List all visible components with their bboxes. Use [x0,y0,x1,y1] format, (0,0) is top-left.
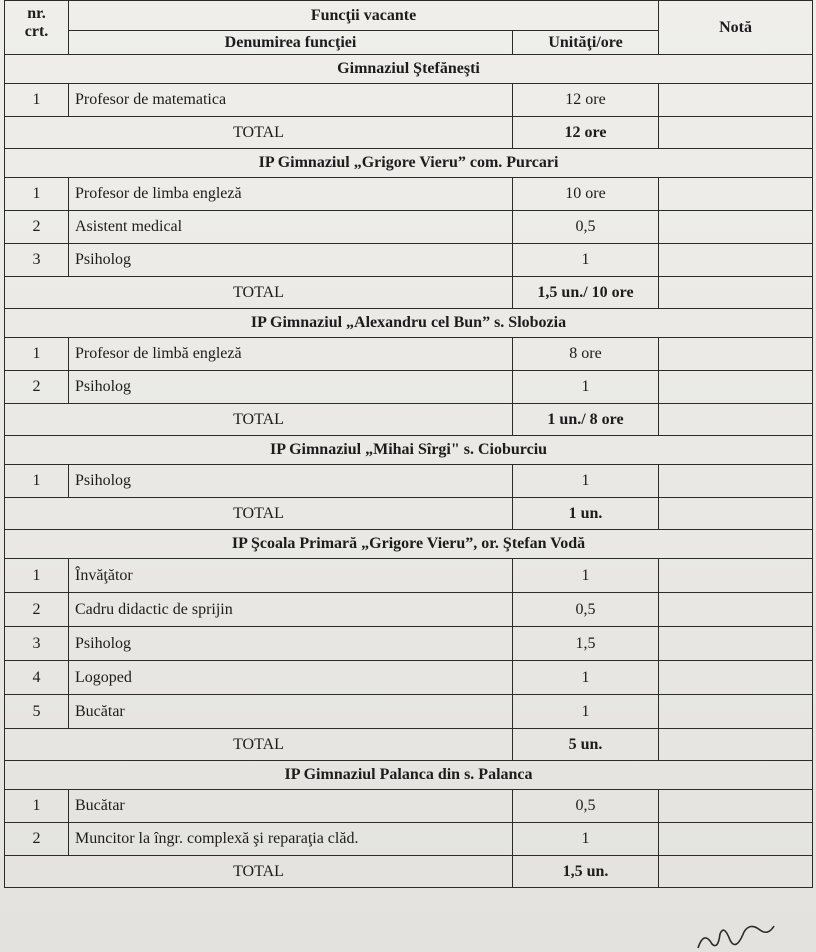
total-value: 5 un. [513,729,659,761]
note-cell [659,661,813,695]
table-row [5,661,813,695]
units-value: 0,5 [513,211,659,244]
note-cell [659,117,813,149]
units-value: 1 [513,244,659,277]
section-header-row [5,309,813,338]
units-value: 10 ore [513,178,659,211]
table-row [5,465,813,498]
function-name: Profesor de matematica [69,84,513,117]
function-name: Muncitor la îngr. complexă şi reparaţia clăd. [69,823,513,856]
total-value: 1 un./ 8 ore [513,404,659,436]
note-cell [659,790,813,823]
table-row [5,695,813,729]
row-number: 4 [5,661,69,695]
total-value: 1 un. [513,498,659,530]
section-title: IP Gimnaziul „Grigore Vieru” com. Purcari [5,149,813,178]
section-header-row [5,149,813,178]
table-row [5,371,813,404]
nr-crt-header [5,1,69,55]
row-number: 1 [5,559,69,593]
note-cell [659,404,813,436]
note-cell [659,84,813,117]
section-header-row [5,761,813,790]
note-cell [659,856,813,888]
units-value: 1 [513,465,659,498]
function-name: Psiholog [69,627,513,661]
crt-header-line2: crt. [24,23,49,40]
total-label: TOTAL [5,729,513,761]
note-cell [659,823,813,856]
units-value: 8 ore [513,338,659,371]
row-number: 3 [5,244,69,277]
table-row [5,244,813,277]
denumirea-header: Denumirea funcţiei [69,31,513,55]
units-value: 12 ore [513,84,659,117]
section-header-row [5,436,813,465]
note-cell [659,178,813,211]
table-row [5,627,813,661]
section-title: IP Gimnaziul „Alexandru cel Bun” s. Slobozia [5,309,813,338]
total-label: TOTAL [5,498,513,530]
function-name: Profesor de limba engleză [69,178,513,211]
table-row [5,338,813,371]
row-number: 1 [5,338,69,371]
total-row [5,729,813,761]
unitati-header: Unităţi/ore [513,31,659,55]
note-cell [659,277,813,309]
table-row [5,593,813,627]
table-row [5,84,813,117]
function-name: Psiholog [69,371,513,404]
note-cell [659,244,813,277]
units-value: 0,5 [513,593,659,627]
row-number: 2 [5,593,69,627]
function-name: Bucătar [69,695,513,729]
section-header-row [5,55,813,84]
total-value: 1,5 un. [513,856,659,888]
units-value: 1 [513,695,659,729]
table-row [5,211,813,244]
row-number: 1 [5,84,69,117]
functii-vacante-header: Funcţii vacante [69,1,659,31]
note-cell [659,498,813,530]
nr-header-line1: nr. [27,5,46,22]
row-number: 5 [5,695,69,729]
table-row [5,823,813,856]
note-cell [659,627,813,661]
row-number: 1 [5,465,69,498]
function-name: Psiholog [69,244,513,277]
vacancies-table [4,0,813,888]
note-cell [659,593,813,627]
note-cell [659,371,813,404]
function-name: Cadru didactic de sprijin [69,593,513,627]
total-label: TOTAL [5,277,513,309]
note-cell [659,338,813,371]
units-value: 1 [513,559,659,593]
note-cell [659,729,813,761]
section-title: IP Gimnaziul Palanca din s. Palanca [5,761,813,790]
total-label: TOTAL [5,117,513,149]
section-title: IP Şcoala Primară „Grigore Vieru”, or. Ştefan Vodă [5,530,813,559]
table-row [5,790,813,823]
note-cell [659,465,813,498]
total-row [5,277,813,309]
function-name: Profesor de limbă engleză [69,338,513,371]
function-name: Logoped [69,661,513,695]
signature [690,920,780,952]
section-title: Gimnaziul Ştefăneşti [5,55,813,84]
row-number: 1 [5,790,69,823]
section-header-row [5,530,813,559]
row-number: 3 [5,627,69,661]
function-name: Psiholog [69,465,513,498]
units-value: 1 [513,371,659,404]
function-name: Învăţător [69,559,513,593]
total-row [5,404,813,436]
table-row [5,178,813,211]
total-label: TOTAL [5,856,513,888]
units-value: 0,5 [513,790,659,823]
total-row [5,498,813,530]
units-value: 1 [513,823,659,856]
total-row [5,856,813,888]
units-value: 1 [513,661,659,695]
total-value: 1,5 un./ 10 ore [513,277,659,309]
nota-header: Notă [659,1,813,55]
function-name: Bucătar [69,790,513,823]
note-cell [659,695,813,729]
row-number: 2 [5,823,69,856]
total-value: 12 ore [513,117,659,149]
row-number: 2 [5,371,69,404]
function-name: Asistent medical [69,211,513,244]
total-row [5,117,813,149]
units-value: 1,5 [513,627,659,661]
row-number: 1 [5,178,69,211]
table-row [5,559,813,593]
note-cell [659,559,813,593]
row-number: 2 [5,211,69,244]
section-title: IP Gimnaziul „Mihai Sîrgi" s. Cioburciu [5,436,813,465]
note-cell [659,211,813,244]
total-label: TOTAL [5,404,513,436]
